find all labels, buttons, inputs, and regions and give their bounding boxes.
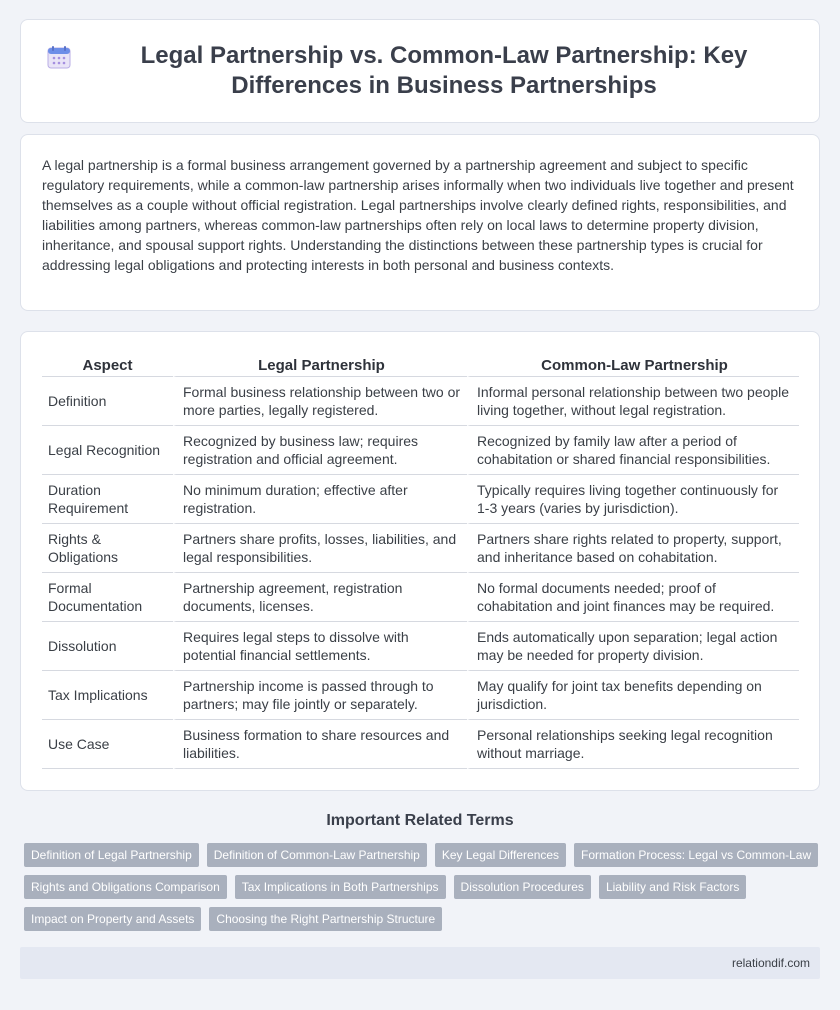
- footer: [20, 947, 820, 979]
- page-title: Legal Partnership vs. Common-Law Partnership: Key Differences in Business Partnerships: [140, 42, 748, 99]
- comparison-table-card: [20, 331, 820, 791]
- header-aspect: Aspect: [42, 352, 173, 377]
- related-term-tag[interactable]: Definition of Common-Law Partnership: [207, 843, 427, 867]
- related-terms-title: Important Related Terms: [326, 812, 514, 829]
- table-row: [42, 377, 799, 426]
- table-row: [42, 622, 799, 671]
- row-aspect: Tax Implications: [42, 671, 173, 720]
- related-term-tag[interactable]: Rights and Obligations Comparison: [24, 875, 227, 899]
- related-term-tag[interactable]: Impact on Property and Assets: [24, 907, 201, 931]
- comparison-table: [42, 352, 799, 769]
- calendar-icon: [46, 45, 72, 69]
- table-row: [42, 426, 799, 475]
- header-card: [20, 19, 820, 123]
- row-aspect: Definition: [42, 377, 173, 426]
- row-common-value: Partners share rights related to property, support, and inheritance based on cohabitation.: [467, 524, 799, 573]
- row-aspect: Legal Recognition: [42, 426, 173, 475]
- row-aspect: Dissolution: [42, 622, 173, 671]
- related-term-tag[interactable]: Choosing the Right Partnership Structure: [209, 907, 442, 931]
- row-legal-value: Partnership income is passed through to partners; may file jointly or separately.: [173, 671, 467, 720]
- row-legal-value: Partners share profits, losses, liabilities, and legal responsibilities.: [173, 524, 467, 573]
- row-legal-value: Requires legal steps to dissolve with potential financial settlements.: [173, 622, 467, 671]
- related-term-tag[interactable]: Liability and Risk Factors: [599, 875, 746, 899]
- related-term-tag[interactable]: Formation Process: Legal vs Common-Law: [574, 843, 818, 867]
- row-legal-value: Partnership agreement, registration documents, licenses.: [173, 573, 467, 622]
- row-legal-value: Recognized by business law; requires registration and official agreement.: [173, 426, 467, 475]
- related-terms-list: [24, 843, 824, 931]
- related-term-tag[interactable]: Definition of Legal Partnership: [24, 843, 199, 867]
- footer-site-link[interactable]: relationdif.com: [731, 956, 810, 970]
- row-legal-value: Business formation to share resources and liabilities.: [173, 720, 467, 769]
- table-row: [42, 524, 799, 573]
- intro-paragraph: A legal partnership is a formal business arrangement governed by a partnership agreement and subject to specific regulatory requirements, while a common-law partnership arises informally when two individuals live together and present themselves as a couple without official registration. Legal partnerships involve clearly defined rights, responsibilities, and liabilities among partners, whereas common-law partnerships often rely on local laws to determine property division, inheritance, and spousal support rights. Understanding the distinctions between these partnership types is crucial for addressing legal obligations and protecting interests in both personal and business contexts.: [42, 157, 794, 273]
- table-row: [42, 671, 799, 720]
- header-common-law-partnership: Common-Law Partnership: [467, 352, 799, 377]
- row-common-value: Informal personal relationship between two people living together, without legal registration.: [467, 377, 799, 426]
- row-common-value: No formal documents needed; proof of cohabitation and joint finances may be required.: [467, 573, 799, 622]
- row-common-value: Recognized by family law after a period of cohabitation or shared financial responsibilities.: [467, 426, 799, 475]
- table-row: [42, 573, 799, 622]
- intro-card: [20, 134, 820, 311]
- row-common-value: Typically requires living together continuously for 1-3 years (varies by jurisdiction).: [467, 475, 799, 524]
- row-aspect: Rights & Obligations: [42, 524, 173, 573]
- row-common-value: Personal relationships seeking legal recognition without marriage.: [467, 720, 799, 769]
- row-common-value: May qualify for joint tax benefits depending on jurisdiction.: [467, 671, 799, 720]
- row-aspect: Formal Documentation: [42, 573, 173, 622]
- table-header-row: [42, 352, 799, 377]
- row-legal-value: Formal business relationship between two or more parties, legally registered.: [173, 377, 467, 426]
- row-common-value: Ends automatically upon separation; legal action may be needed for property division.: [467, 622, 799, 671]
- row-legal-value: No minimum duration; effective after registration.: [173, 475, 467, 524]
- related-term-tag[interactable]: Dissolution Procedures: [454, 875, 591, 899]
- table-row: [42, 475, 799, 524]
- related-term-tag[interactable]: Tax Implications in Both Partnerships: [235, 875, 446, 899]
- table-row: [42, 720, 799, 769]
- row-aspect: Use Case: [42, 720, 173, 769]
- related-term-tag[interactable]: Key Legal Differences: [435, 843, 566, 867]
- row-aspect: Duration Requirement: [42, 475, 173, 524]
- header-legal-partnership: Legal Partnership: [173, 352, 467, 377]
